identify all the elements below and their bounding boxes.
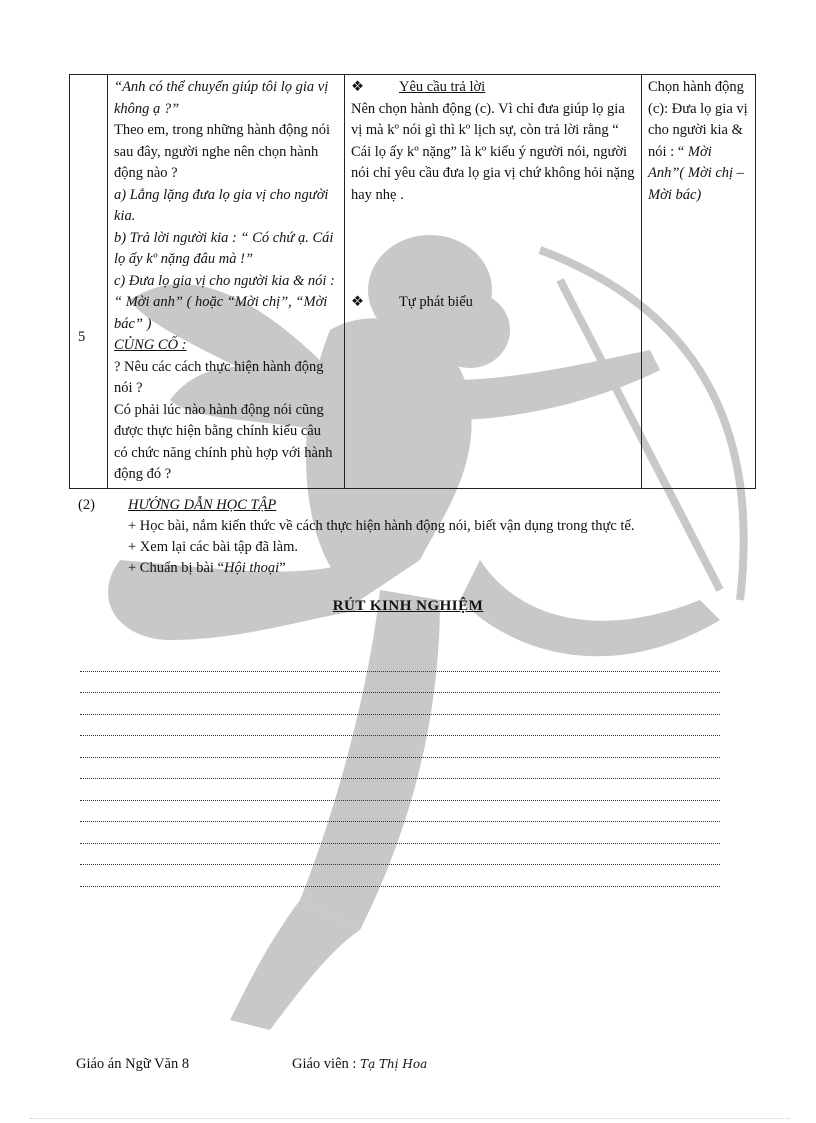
conclusion-italic: Mời Anh”( Mời chị – Mời bác): [648, 143, 744, 203]
conclusion-text: Chọn hành động (c): Đưa lọ gia vị cho người kia & nói : “: [648, 79, 748, 160]
footer-teacher: [292, 1056, 427, 1073]
option-b: b) Trả lời người kia : “ Có chứ ạ. Cái lọ ấy kº nặng đâu mà !”: [114, 229, 334, 267]
teacher-label: Giáo viên :: [292, 1056, 357, 1072]
quote-text: “Anh có thể chuyển giúp tôi lọ gia vị không ạ ?”: [114, 79, 329, 117]
free-talk-text: Tự phát biểu: [399, 294, 473, 310]
guide-title: HƯỚNG DẪN HỌC TẬP: [128, 497, 277, 513]
note-line: [80, 715, 720, 737]
conclusion-cell: [642, 75, 756, 489]
lesson-table: [69, 74, 756, 489]
prompt-text: Theo em, trong những hành động nói sau đây, người nghe nên chọn hành động nào ?: [114, 122, 331, 181]
note-line: [80, 801, 720, 823]
footer-left: Giáo án Ngữ Văn 8: [76, 1056, 190, 1072]
guide-number: (2): [78, 497, 95, 513]
guide-item: + Học bài, nắm kiến thức về cách thực hiện hành động nói, biết vận dụng trong thực tế.: [128, 518, 635, 534]
experience-notes-lines: [80, 650, 720, 887]
note-line: [80, 865, 720, 887]
note-line: [80, 693, 720, 715]
free-talk-line: [351, 292, 635, 314]
note-line: [80, 758, 720, 780]
note-line: [80, 672, 720, 694]
consolidation-title: CỦNG CỐ :: [114, 337, 187, 353]
consolidation-question-1: ? Nêu các cách thực hiện hành động nói ?: [114, 358, 324, 396]
option-a: a) Lẳng lặng đưa lọ gia vị cho người kia.: [114, 186, 329, 224]
requirement-heading: [351, 77, 635, 99]
study-guide: [78, 495, 635, 579]
bottom-divider: [30, 1118, 790, 1119]
row-number-cell: [70, 75, 108, 489]
note-line: [80, 844, 720, 866]
note-line: [80, 650, 720, 672]
prep-title: Hội thoại: [223, 560, 280, 576]
guide-item: + Xem lại các bài tập đã làm.: [128, 539, 299, 555]
answer-cell: [345, 75, 642, 489]
row-number: 5: [78, 329, 86, 345]
experience-title: RÚT KINH NGHIỆM: [332, 598, 484, 614]
option-c: c) Đưa lọ gia vị cho người kia & nói : “ Mời anh” ( hoặc “Mời chị”, “Mời bác” ): [114, 272, 335, 332]
guide-item-prep: + Chuẩn bị bài “Hội thoại”: [128, 560, 286, 576]
requirement-text: Nên chọn hành động (c). Vì chỉ đưa giúp lọ gia vị mà kº nói gì thì kº lịch sự, còn trả lời rằng “ Cái lọ ấy kº nặng” là kº kiểu ý người nói, người nói chỉ yêu cầu đưa lọ gia vị chứ không hỏi nặng hay nhẹ .: [351, 100, 635, 203]
consolidation-question-2: Có phải lúc nào hành động nói cũng được thực hiện bằng chính kiểu câu có chức năng chính phù hợp với hành động đó ?: [114, 401, 333, 482]
requirement-title: Yêu cầu trả lời: [399, 79, 486, 95]
teacher-name: Tạ Thị Hoa: [360, 1057, 428, 1071]
note-line: [80, 779, 720, 801]
question-cell: [108, 75, 345, 489]
diamond-bullet-icon: ❖: [351, 294, 364, 310]
diamond-bullet-icon: ❖: [351, 79, 364, 95]
note-line: [80, 822, 720, 844]
note-line: [80, 736, 720, 758]
